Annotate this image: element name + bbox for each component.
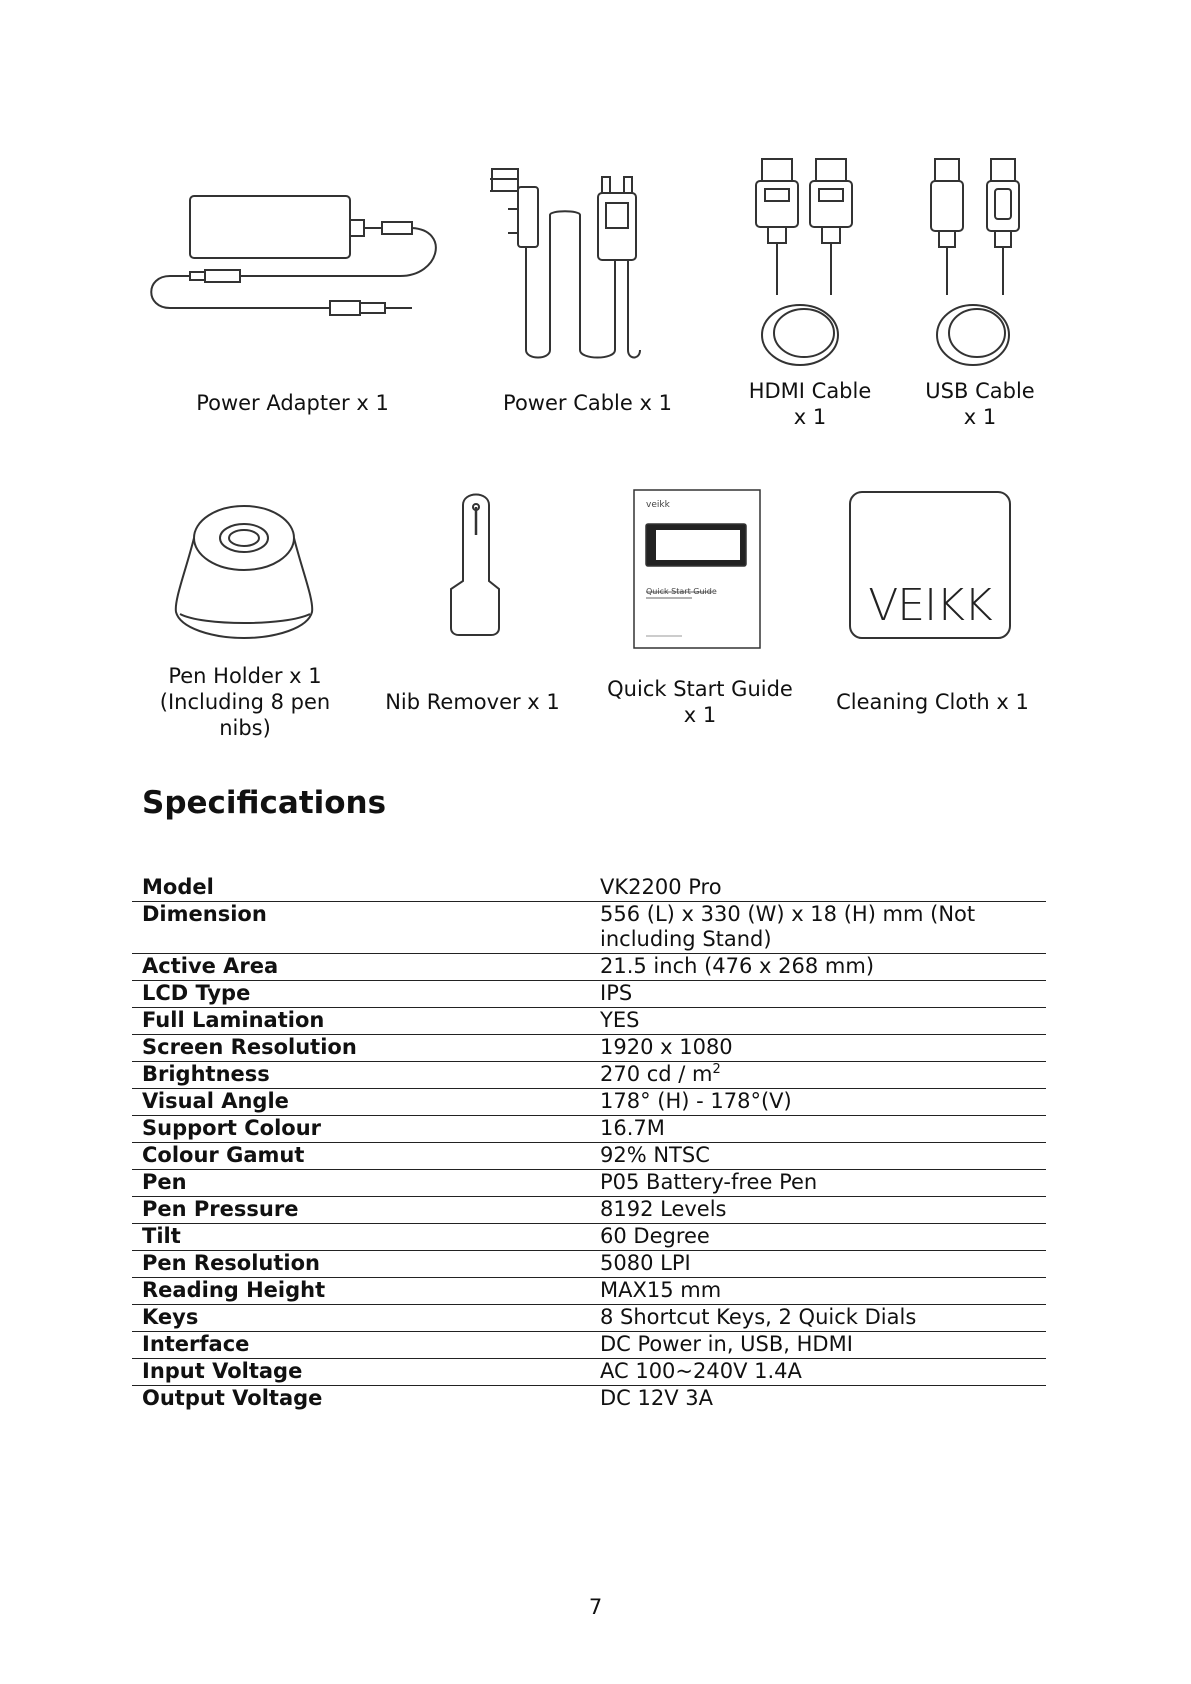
guide-brand-logo: veikk (646, 500, 670, 510)
guide-cover-title: Quick Start Guide (646, 587, 717, 596)
spec-label: Output Voltage (142, 1386, 323, 1410)
caption-power-cable (495, 390, 680, 416)
spec-row (132, 1197, 1046, 1224)
nib-remover-illustration (445, 493, 505, 638)
spec-row (132, 1035, 1046, 1062)
spec-value (590, 981, 1046, 1008)
caption-cleaning-cloth (830, 689, 1035, 715)
spec-label: Model (132, 875, 590, 902)
spec-row (132, 1143, 1046, 1170)
pen-holder-illustration (172, 500, 322, 650)
specifications-table (132, 875, 1046, 1412)
page-number: 7 (588, 1595, 603, 1619)
spec-row (132, 1332, 1046, 1359)
spec-value (590, 1224, 1046, 1251)
spec-label: Reading Height (132, 1278, 590, 1305)
cleaning-cloth-illustration (848, 490, 1012, 640)
spec-label: Pen (132, 1170, 590, 1197)
spec-value-text: 1920 x 1080 (600, 1035, 733, 1059)
spec-value-text: YES (600, 1008, 640, 1032)
caption-line: HDMI Cable (748, 379, 872, 403)
spec-label: Full Lamination (132, 1008, 590, 1035)
spec-label: Keys (132, 1305, 590, 1332)
spec-row (132, 954, 1046, 981)
spec-label: Active Area (132, 954, 590, 981)
spec-row (132, 1089, 1046, 1116)
spec-row (132, 1251, 1046, 1278)
spec-row (132, 1305, 1046, 1332)
spec-value (590, 1251, 1046, 1278)
spec-label: Colour Gamut (132, 1143, 590, 1170)
caption-line: Cleaning Cloth x 1 (836, 690, 1029, 714)
caption-usb-cable (915, 378, 1045, 430)
spec-row (132, 1359, 1046, 1386)
spec-row (132, 1224, 1046, 1251)
spec-value (590, 1305, 1046, 1332)
spec-value-text: 60 Degree (600, 1224, 710, 1248)
spec-value-text: 178° (H) - 178°(V) (600, 1089, 792, 1113)
spec-value-superscript: 2 (712, 1062, 721, 1077)
spec-label: Support Colour (132, 1116, 590, 1143)
spec-row (132, 1008, 1046, 1035)
caption-line: Pen Holder x 1 (168, 664, 322, 688)
caption-hdmi-cable (735, 378, 885, 430)
spec-value (590, 1332, 1046, 1359)
spec-value (590, 875, 1046, 902)
spec-label: Brightness (132, 1062, 590, 1089)
spec-value (590, 1197, 1046, 1224)
spec-row (132, 1116, 1046, 1143)
caption-line: x 1 (683, 703, 717, 727)
spec-value (590, 1278, 1046, 1305)
spec-label: Interface (132, 1332, 590, 1359)
spec-row (132, 1278, 1046, 1305)
spec-label: LCD Type (132, 981, 590, 1008)
spec-value-text: 16.7M (600, 1116, 665, 1140)
spec-value-text: AC 100~240V 1.4A (600, 1359, 802, 1383)
power-cable-illustration (490, 165, 690, 365)
spec-value-text: 8 Shortcut Keys, 2 Quick Dials (600, 1305, 917, 1329)
caption-line: USB Cable (925, 379, 1035, 403)
spec-value-text: 5080 LPI (600, 1251, 691, 1275)
spec-value (590, 954, 1046, 981)
spec-value (590, 902, 1046, 954)
spec-value-text: VK2200 Pro (600, 875, 722, 899)
spec-value (590, 1035, 1046, 1062)
spec-value (590, 1143, 1046, 1170)
spec-value-text: IPS (600, 981, 633, 1005)
spec-value-text: DC Power in, USB, HDMI (600, 1332, 853, 1356)
spec-value-text: 92% NTSC (600, 1143, 710, 1167)
caption-quick-start-guide (600, 676, 800, 728)
power-adapter-illustration (150, 190, 440, 340)
caption-nib-remover (380, 689, 565, 715)
caption-line: Power Adapter x 1 (196, 391, 389, 415)
caption-power-adapter (180, 390, 405, 416)
caption-pen-holder (150, 663, 340, 741)
caption-line: Quick Start Guide (607, 677, 793, 701)
spec-row (132, 1062, 1046, 1089)
spec-value-text: 270 cd / m (600, 1062, 713, 1086)
caption-line: Nib Remover x 1 (385, 690, 560, 714)
caption-line: (Including 8 pen (159, 690, 331, 714)
caption-line: nibs) (219, 716, 271, 740)
spec-value-text: 21.5 inch (476 x 268 mm) (600, 954, 875, 978)
spec-label: Tilt (132, 1224, 590, 1251)
spec-value (590, 1359, 1046, 1386)
spec-value (590, 1008, 1046, 1035)
spec-value (590, 1386, 1046, 1413)
spec-value-text: 8192 Levels (600, 1197, 727, 1221)
specifications-heading: Specifications (142, 785, 387, 821)
spec-value-text: DC 12V 3A (600, 1386, 713, 1410)
spec-label: Input Voltage (132, 1359, 590, 1386)
spec-value (590, 1089, 1046, 1116)
spec-value (590, 1116, 1046, 1143)
spec-value (590, 1170, 1046, 1197)
spec-label: Dimension (132, 902, 590, 954)
caption-line: Power Cable x 1 (503, 391, 672, 415)
caption-line: x 1 (963, 405, 997, 429)
spec-label: Screen Resolution (132, 1035, 590, 1062)
spec-value-text: P05 Battery-free Pen (600, 1170, 818, 1194)
hdmi-cable-illustration (750, 155, 860, 370)
quick-start-guide-illustration (632, 488, 762, 650)
spec-label: Pen Resolution (132, 1251, 590, 1278)
spec-row (132, 1170, 1046, 1197)
spec-value (590, 1062, 1046, 1089)
caption-line: x 1 (793, 405, 827, 429)
spec-row (132, 1386, 1046, 1413)
spec-row (132, 902, 1046, 954)
spec-row (132, 875, 1046, 902)
spec-value-text: MAX15 mm (600, 1278, 722, 1302)
usb-cable-illustration (925, 155, 1025, 370)
spec-label: Pen Pressure (132, 1197, 590, 1224)
spec-value-text: 556 (L) x 330 (W) x 18 (H) mm (Not including Stand) (600, 902, 976, 951)
spec-label: Visual Angle (132, 1089, 590, 1116)
spec-row (132, 981, 1046, 1008)
veikk-logo: VEIKK (868, 580, 992, 631)
